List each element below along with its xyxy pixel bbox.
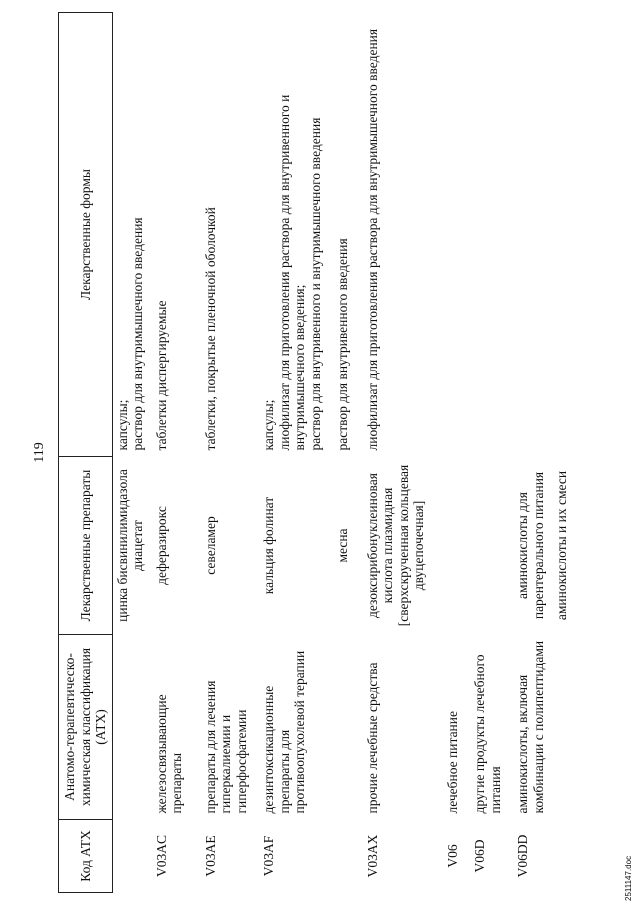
row-forms <box>552 13 574 457</box>
row-code: V06D <box>472 839 487 873</box>
row-code: V03AF <box>261 835 276 877</box>
table-row <box>513 13 552 893</box>
row-code: V03AX <box>364 834 380 878</box>
header-drugs: Лекарственные препараты <box>59 457 113 635</box>
row-code <box>333 820 363 893</box>
row-forms: капсулы; лиофилизат для приготовления раствора для внутривенного и внутримышечного введения; раствор для внутривенного и внутримышечного введения <box>261 94 323 451</box>
table-row <box>201 13 260 893</box>
row-classification <box>333 635 363 820</box>
row-code <box>112 820 152 893</box>
row-forms <box>513 13 552 457</box>
row-drug <box>443 457 471 635</box>
row-drug: севеламер <box>202 516 218 575</box>
row-forms: таблетки, покрытые пленочной оболочкой <box>202 207 218 451</box>
table-row <box>333 13 363 893</box>
row-forms: таблетки диспергируемые <box>153 300 169 451</box>
row-classification: дезинтоксикационные препараты для противоопухолевой терапии <box>261 650 307 814</box>
row-code: V06DD <box>515 834 530 878</box>
table-header <box>59 13 113 893</box>
row-forms <box>470 13 513 457</box>
table-row <box>112 13 152 893</box>
row-code: V06 <box>444 844 460 868</box>
row-classification: лечебное питание <box>444 711 460 814</box>
row-drug: кальция фолинат <box>261 496 276 595</box>
header-forms: Лекарственные формы <box>59 13 113 457</box>
row-forms: капсулы; раствор для внутримышечного введения <box>114 217 145 451</box>
row-drug <box>470 457 513 635</box>
row-drug: аминокислоты для парентерального питания <box>515 471 546 620</box>
table-row <box>443 13 471 893</box>
header-code: Код АТХ <box>59 820 113 893</box>
table-row <box>363 13 443 893</box>
table-row <box>152 13 201 893</box>
row-forms: раствор для внутривенного введения <box>335 238 350 451</box>
table-row <box>470 13 513 893</box>
table-row <box>552 13 574 893</box>
row-classification: прочие лечебные средства <box>364 662 380 814</box>
row-drug: месна <box>335 528 350 563</box>
row-drug: деферазирокс <box>153 506 169 585</box>
table-row <box>259 13 333 893</box>
row-forms: лиофилизат для приготовления раствора для внутримышечного введения <box>364 28 380 451</box>
row-classification: железосвязывающие препараты <box>153 694 184 814</box>
row-code: V03AE <box>202 835 218 877</box>
atx-table <box>58 12 574 893</box>
header-classification: Анатомо-терапевтическо-химическая классификация (АТХ) <box>59 635 113 820</box>
row-drug: дезоксирибонуклеиновая кислота плазмидная [сверхскрученная кольцевая двуцепочечная] <box>364 464 426 627</box>
row-classification: препараты для лечения гиперкалиемии и гиперфосфатемии <box>202 680 249 814</box>
row-classification: аминокислоты, включая комбинации с полипептидами <box>515 640 546 814</box>
footer-doc-mark: 2511147.doc <box>624 855 633 901</box>
row-classification <box>112 635 152 820</box>
row-forms <box>443 13 471 457</box>
row-code <box>552 820 574 893</box>
page-number: 119 <box>32 442 47 463</box>
row-code: V03AC <box>153 835 169 878</box>
row-drug: аминокислоты и их смеси <box>554 470 569 621</box>
row-classification: другие продукты лечебного питания <box>472 654 503 814</box>
row-drug: цинка бисвинилимидазола диацетат <box>114 469 145 622</box>
table-body <box>112 13 574 893</box>
header-row <box>59 13 113 893</box>
row-classification <box>552 635 574 820</box>
